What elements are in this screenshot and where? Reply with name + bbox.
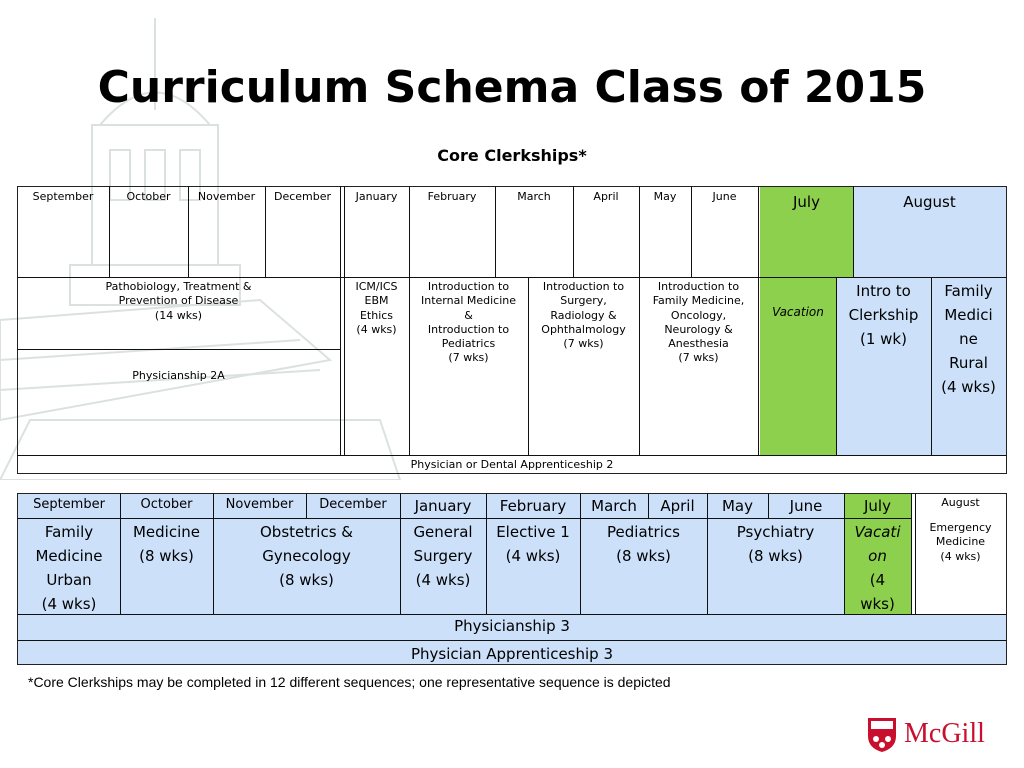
intro-surgery-cell: Introduction to Surgery, Radiology & Ophthalmology (7 wks) (541, 280, 626, 351)
vacation-cell: Vacation (772, 305, 824, 319)
apprenticeship-3-row: Physician Apprenticeship 3 (410, 645, 614, 663)
mcgill-logo-text: McGill (904, 718, 985, 749)
t1-month-december: December (273, 190, 332, 203)
t2-month-march: March (591, 497, 637, 515)
elective-cell: Elective 1 (4 wks) (496, 523, 570, 565)
t1-month-april: April (593, 190, 619, 203)
intro-family-medicine-cell: Introduction to Family Medicine, Oncology, Neurology & Anesthesia (7 wks) (652, 280, 745, 365)
pediatrics-cell: Pediatrics (8 wks) (607, 523, 680, 565)
t2-month-january: January (414, 497, 472, 515)
t2-month-may: May (721, 497, 753, 515)
medicine-cell: Medicine (8 wks) (132, 523, 200, 565)
t1-month-september: September (32, 190, 94, 203)
mcgill-crest-icon (866, 716, 898, 754)
t2-month-december: December (319, 497, 387, 512)
t2-month-september: September (33, 497, 105, 512)
physicianship-2a-cell: Physicianship 2A (132, 369, 225, 382)
vacation-4wks-cell: Vacati on (4 wks) (854, 523, 901, 613)
t1-month-january: January (355, 190, 398, 203)
page-title: Curriculum Schema Class of 2015 (97, 62, 927, 113)
family-medicine-rural-cell: Family Medici ne Rural (4 wks) (941, 282, 996, 396)
psychiatry-cell: Psychiatry (8 wks) (736, 523, 815, 565)
t1-month-july: July (793, 193, 820, 211)
t1-month-february: February (427, 190, 477, 203)
footnote: *Core Clerkships may be completed in 12 different sequences; one representative sequence is depicted (28, 674, 671, 690)
t2-month-october: October (140, 497, 193, 512)
icm-cell: ICM/ICS EBM Ethics (4 wks) (355, 280, 398, 336)
t2-month-june: June (789, 497, 823, 515)
emergency-medicine-cell: Emergency Medicine (4 wks) (929, 521, 992, 563)
t2-month-august: August (941, 496, 980, 509)
family-medicine-urban-cell: Family Medicine Urban (4 wks) (35, 523, 103, 613)
t2-month-november: November (225, 497, 294, 512)
intro-clerkship-cell: Intro to Clerkship (1 wk) (848, 282, 919, 348)
t1-month-june: June (712, 190, 737, 203)
t2-month-february: February (499, 497, 567, 515)
t2-month-july: July (864, 497, 891, 515)
pathobiology-cell: Pathobiology, Treatment & Prevention of Disease (14 wks) (105, 280, 252, 322)
apprenticeship-2-row: Physician or Dental Apprenticeship 2 (410, 458, 614, 471)
general-surgery-cell: General Surgery (4 wks) (413, 523, 473, 589)
t1-month-march: March (517, 190, 551, 203)
t1-month-may: May (653, 190, 677, 203)
page-subtitle: Core Clerkships* (437, 146, 587, 165)
physicianship-3-row: Physicianship 3 (454, 617, 570, 635)
t2-month-april: April (660, 497, 695, 515)
t1-month-october: October (126, 190, 171, 203)
t1-month-november: November (197, 190, 256, 203)
obstetrics-gynecology-cell: Obstetrics & Gynecology (8 wks) (260, 523, 353, 589)
intro-internal-medicine-cell: Introduction to Internal Medicine & Introduction to Pediatrics (7 wks) (420, 280, 517, 365)
t1-month-august: August (903, 193, 956, 211)
